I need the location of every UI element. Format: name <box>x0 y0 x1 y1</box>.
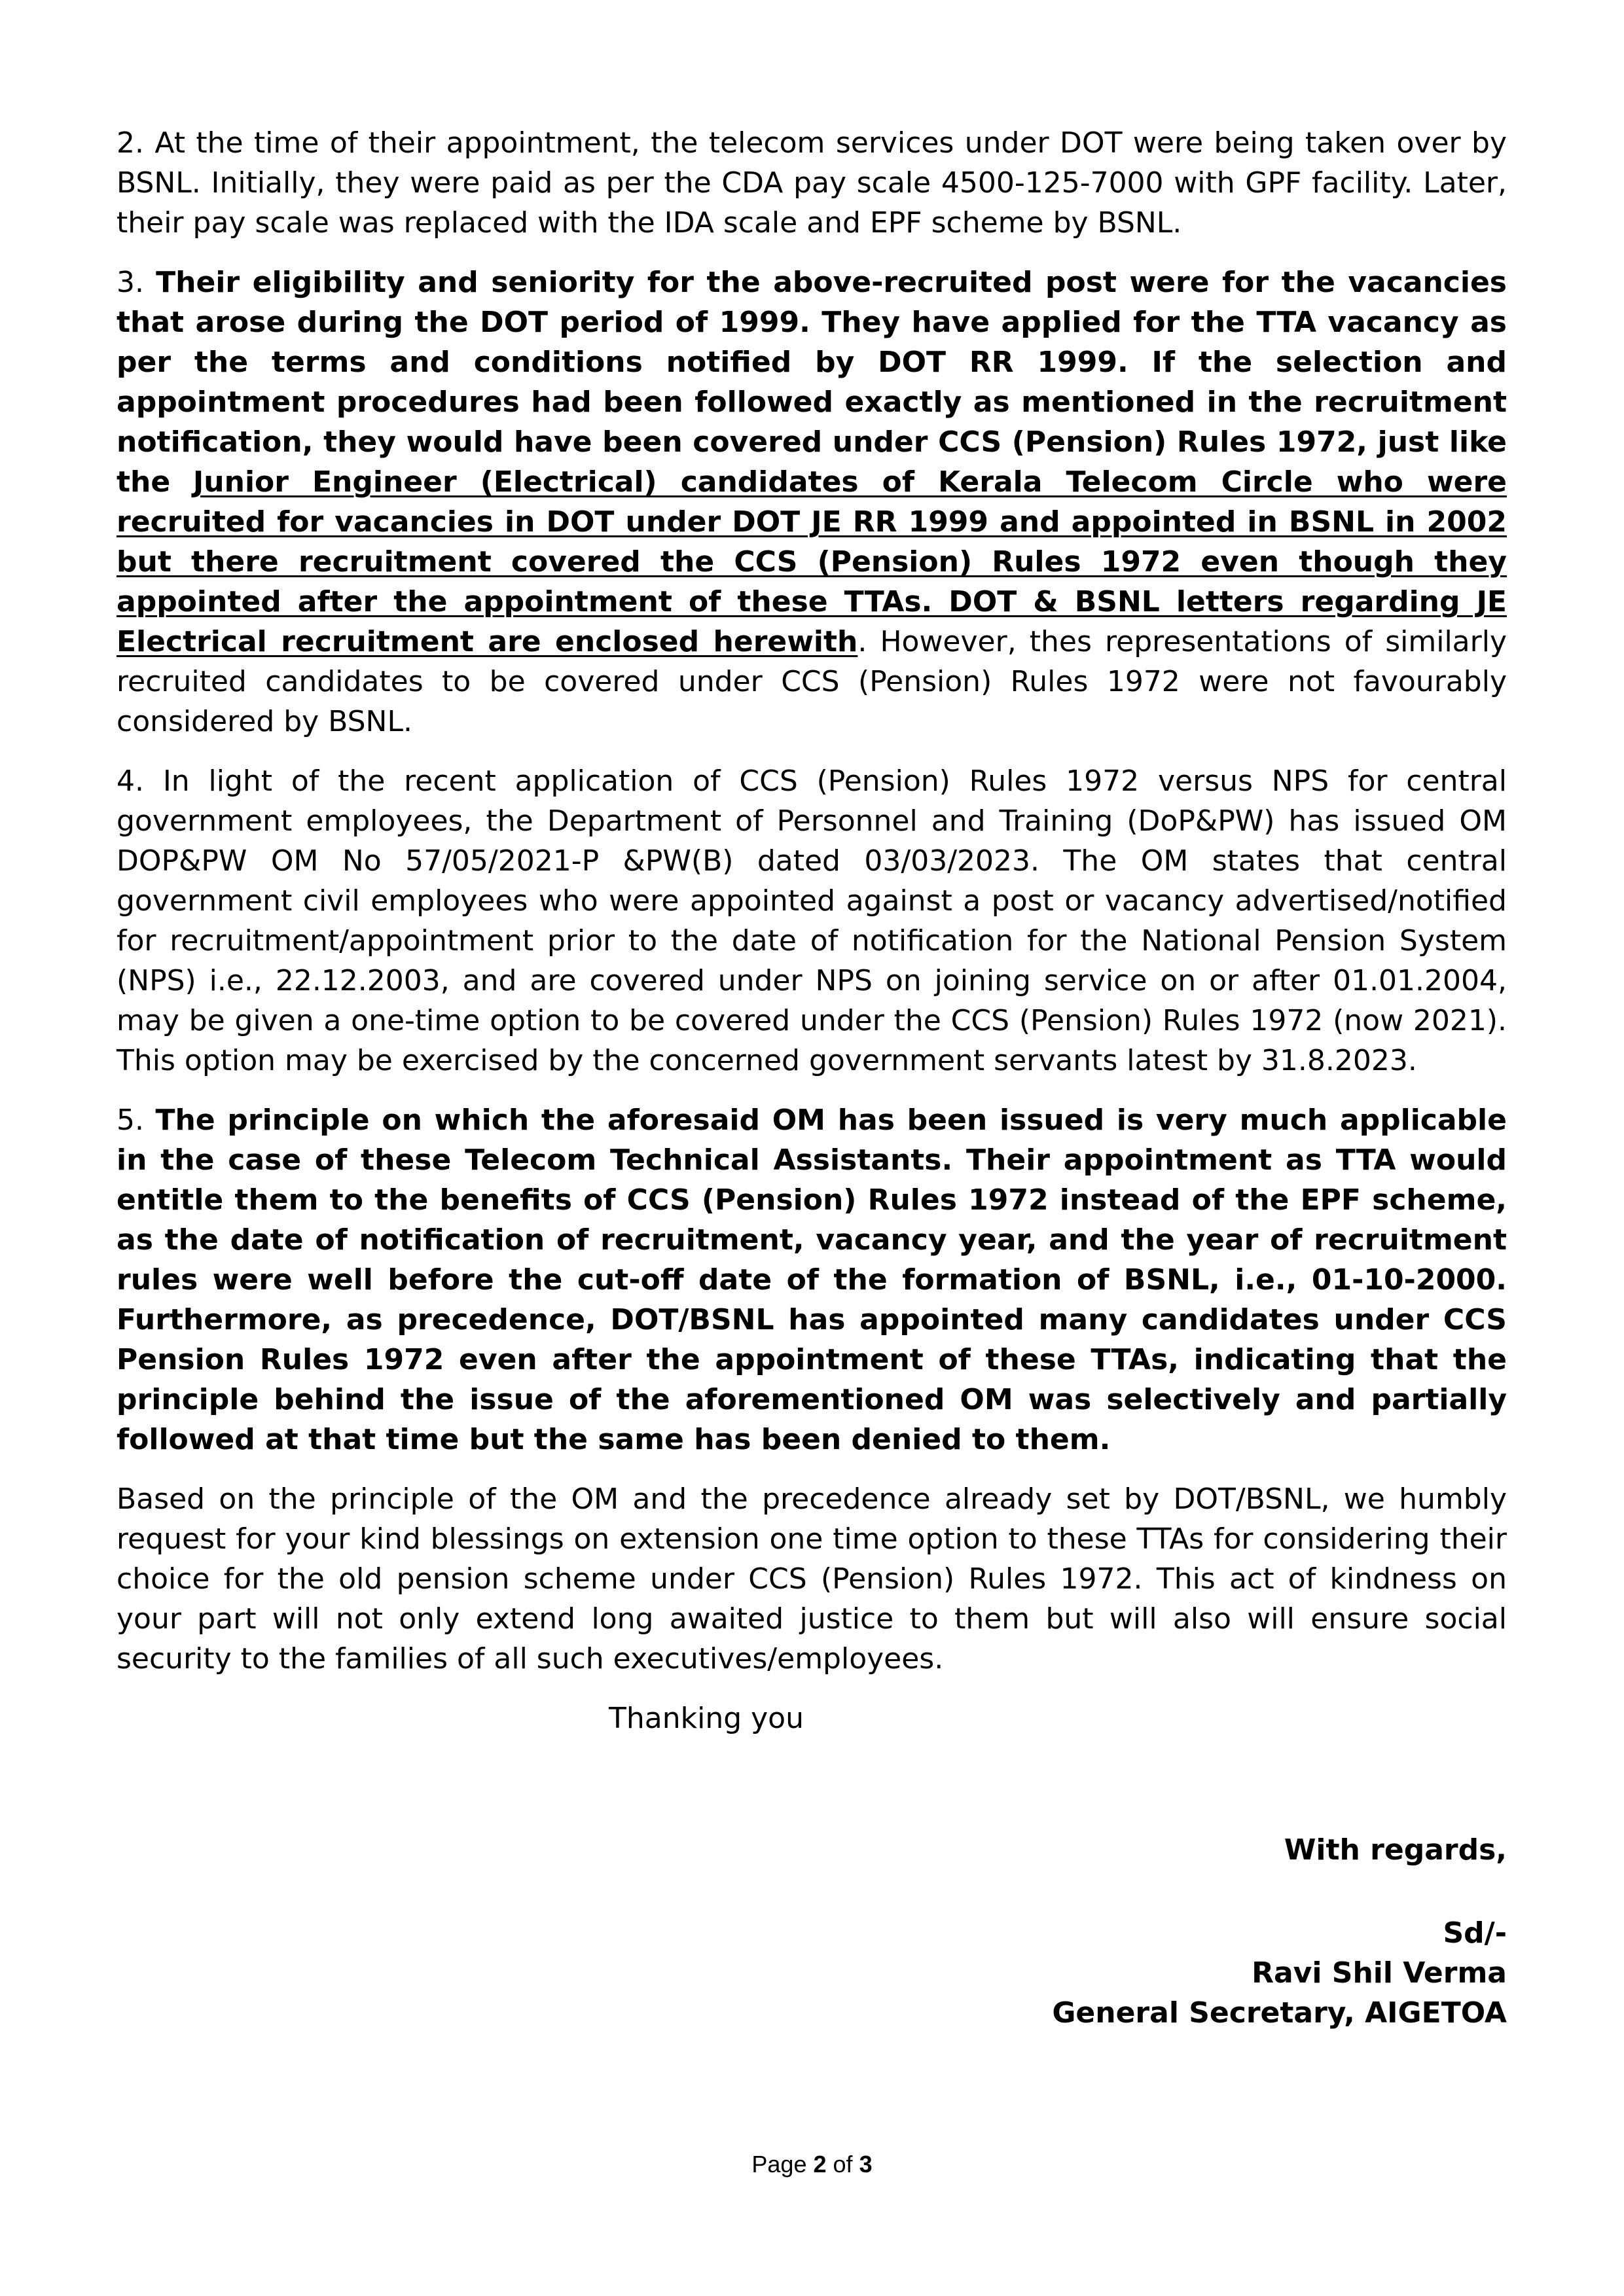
page-footer <box>0 2150 1624 2179</box>
page-current: 2 <box>813 2151 827 2178</box>
paragraph-4-text: 4. In light of the recent application of CCS (Pension) Rules 1972 versus NPS for central government employees, the Department of Personnel and Training (DoP&PW) has issued OM DOP&PW OM No 57/05/2021-P &PW(B) dated 03/03/2023. The OM states that central government civil employees who were appointed against a post or vacancy advertised/notified for recruitment/appointment prior to the date of notification for the National Pension System (NPS) i.e., 22.12.2003, and are covered under NPS on joining service on or after 01.01.2004, may be given a one-time option to be covered under the CCS (Pension) Rules 1972 (now 2021). This option may be exercised by the concerned government servants latest by 31.8.2023. <box>117 764 1507 1077</box>
paragraph-3-number: 3. <box>117 266 144 299</box>
paragraph-request-text: Based on the principle of the OM and the precedence already set by DOT/BSNL, we humbly request for your kind blessings on extension one time option to these TTAs for considering their choice for the old pension scheme under CCS (Pension) Rules 1972. This act of kindness on your part will not only extend long awaited justice to them but will also will ensure social security to the families of all such executives/employees. <box>117 1482 1507 1676</box>
paragraph-2-text: 2. At the time of their appointment, the telecom services under DOT were being taken over by BSNL. Initially, they were paid as per the CDA pay scale 4500-125-7000 with GPF facility. Later, their pay scale was replaced with the IDA scale and EPF scheme by BSNL. <box>117 126 1507 240</box>
signatory-designation: General Secretary, AIGETOA <box>1052 1996 1507 2030</box>
regards-line: With regards, <box>1284 1833 1507 1867</box>
paragraph-2 <box>117 123 1507 243</box>
paragraph-3-underlined-text: Junior Engineer (Electrical) candidates of Kerala Telecom Circle who were recruited for vacancies in DOT under DOT JE RR 1999 and appointed in BSNL in 2002 but there recruitment covered the CCS (Pension) Rules 1972 even though they appointed after the appointment of these TTAs. DOT & BSNL letters regarding JE Electrical recruitment are enclosed herewith <box>117 465 1507 658</box>
paragraph-5 <box>117 1100 1507 1460</box>
page-total: 3 <box>859 2151 873 2178</box>
page-label: Page <box>751 2151 807 2178</box>
thanking-line: Thanking you <box>609 1702 804 1735</box>
paragraph-3 <box>117 262 1507 742</box>
paragraph-3-bold-text: Their eligibility and seniority for the above-recruited post were for the vacancies that arose during the DOT period of 1999. They have applied for the TTA vacancy as per the terms and conditions notified by DOT RR 1999. If the selection and appointment procedures had been followed exactly as mentioned in the recruitment notification, they would have been covered under CCS (Pension) Rules 1972, just like the <box>117 266 1507 499</box>
paragraph-5-number: 5. <box>117 1103 144 1137</box>
page-of-label: of <box>833 2151 853 2178</box>
signature-sd: Sd/- <box>1443 1916 1507 1950</box>
paragraph-3-rest-text: . However, thes representations of similarly recruited candidates to be covered under CCS (Pension) Rules 1972 were not favourably considered by BSNL. <box>117 625 1507 738</box>
paragraph-4 <box>117 761 1507 1081</box>
signatory-name: Ravi Shil Verma <box>1252 1956 1507 1990</box>
paragraph-5-bold-text: The principle on which the aforesaid OM has been issued is very much applicable in the case of these Telecom Technical Assistants. Their appointment as TTA would entitle them to the benefits of CCS (Pension) Rules 1972 instead of the EPF scheme, as the date of notification of recruitment, vacancy year, and the year of recruitment rules were well before the cut-off date of the formation of BSNL, i.e., 01-10-2000. Furthermore, as precedence, DOT/BSNL has appointed many candidates under CCS Pension Rules 1972 even after the appointment of these TTAs, indicating that the principle behind the issue of the aforementioned OM was selectively and partially followed at that time but the same has been denied to them. <box>117 1103 1507 1456</box>
paragraph-request <box>117 1479 1507 1679</box>
letter-body <box>117 123 1507 2033</box>
